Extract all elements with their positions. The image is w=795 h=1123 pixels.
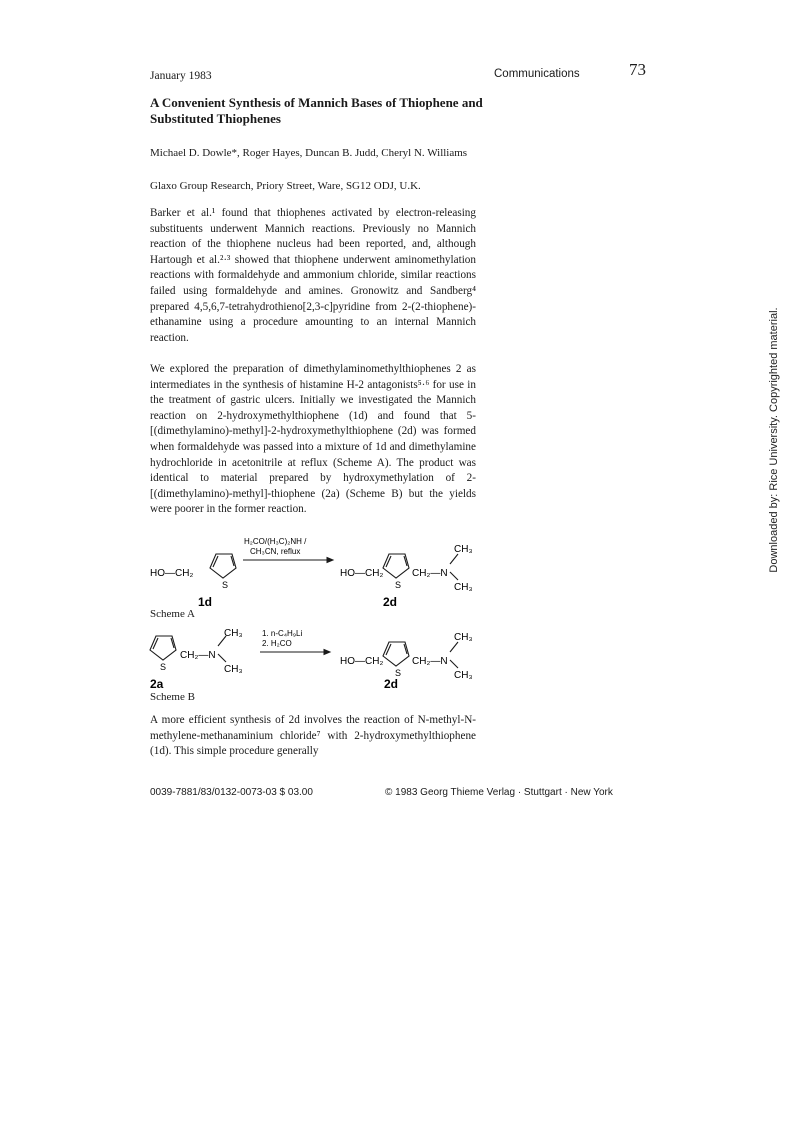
scheme-b-product-ch2n: CH₂—N: [412, 656, 448, 667]
scheme-b-caption: Scheme B: [150, 691, 195, 703]
paragraph-1: Barker et al.¹ found that thiophenes activated by electron-releasing substituents underwent Mannich reactions. Previously no Mannich reaction of the thiophene nucleus had been reported, and, although Hartough et al.²·³ showed that thiophene underwent aminomethylation reactions with formaldehyde and ammonium chloride, similar reactions failed using formaldehyde and amines. Gronowitz and Sandberg⁴ prepared 4,5,6,7-tetrahydrothieno[2,3-c]pyridine from 2-(2-thiophene)-ethanamine using a procedure amounting to an internal Mannich reaction.: [150, 207, 476, 344]
scheme-a-reagents-1: H₂CO/(H₃C)₂NH /: [244, 537, 307, 546]
scheme-a-ch3-top: CH₃: [454, 544, 473, 555]
scheme-a-reagents-2: CH₃CN, reflux: [250, 547, 301, 556]
scheme-b-label-2a: 2a: [150, 677, 164, 690]
scheme-a-label-2d: 2d: [383, 595, 398, 609]
footer-copyright: © 1983 Georg Thieme Verlag · Stuttgart · New York: [385, 787, 613, 798]
thiophene-ring-1d: [210, 554, 236, 578]
scheme-b-diagram: [140, 626, 485, 690]
download-watermark: Downloaded by: Rice University. Copyrighted material.: [768, 307, 780, 573]
article-authors: Michael D. Dowle*, Roger Hayes, Duncan B. Judd, Cheryl N. Williams: [150, 147, 468, 159]
scheme-a-s-1: S: [222, 580, 229, 590]
scheme-a-caption: Scheme A: [150, 608, 195, 620]
paragraph-2: We explored the preparation of dimethylaminomethylthiophenes 2 as intermediates in the synthesis of histamine H-2 antagonists⁵·⁶ for use in the treatment of gastric ulcers. Initially we investigated the Mannich reaction on 2-hydroxymethylthiophene (1d) and found that 5-[(dimethylamino)-methyl]-2-hydroxymethylthiophene (2d) was formed when formaldehyde was passed into a mixture of 1d and dimethylamine hydrochloride in acetonitrile at reflux (Scheme A). The product was identical to material prepared by hydroxymethylation of 2-[(dimethylamino)-methyl]-thiophene (2a) (Scheme B) but the yields were poorer in the former reaction.: [150, 363, 476, 516]
scheme-b-ch2n: CH₂—N: [180, 650, 216, 661]
page-number: 73: [629, 60, 646, 79]
scheme-b-reagents-1: 1. n-C₄H₉Li: [262, 629, 303, 638]
scheme-a-hoch2: HO—CH₂: [150, 568, 194, 579]
scheme-a-s-2: S: [395, 580, 402, 590]
article-affiliation: Glaxo Group Research, Priory Street, Ware, SG12 ODJ, U.K.: [150, 180, 421, 192]
paragraph-3: A more efficient synthesis of 2d involves the reaction of N-methyl-N-methylene-methanaminium chloride⁷ with 2-hydroxymethylthiophene (1d). This simple procedure generally: [150, 714, 476, 758]
scheme-a-ch2n: CH₂—N: [412, 568, 448, 579]
article-title: A Convenient Synthesis of Mannich Bases of Thiophene and Substituted Thiophenes: [150, 95, 483, 126]
scheme-a-product-hoch2: HO—CH₂: [340, 568, 384, 579]
scheme-b-product-ch3-top: CH₃: [454, 632, 473, 643]
scheme-b-reagents-2: 2. H₂CO: [262, 639, 292, 648]
scheme-b-s-2: S: [395, 668, 402, 678]
footer-code: 0039-7881/83/0132-0073-03 $ 03.00: [150, 787, 313, 798]
scheme-b-arrow: [260, 650, 330, 655]
scheme-b-product-hoch2: HO—CH₂: [340, 656, 384, 667]
scheme-a-diagram: [140, 534, 485, 612]
scheme-b-ch3-top: CH₃: [224, 628, 243, 639]
scheme-b-label-2d: 2d: [384, 677, 399, 690]
header-date: January 1983: [150, 70, 212, 82]
header-section: Communications: [494, 68, 580, 80]
scheme-b-ch3-bottom: CH₃: [224, 664, 243, 675]
scheme-b-s-1: S: [160, 662, 167, 672]
scheme-a-ch3-bottom: CH₃: [454, 582, 473, 593]
scheme-a-arrow: [243, 558, 333, 563]
scheme-b-product-ch3-bottom: CH₃: [454, 670, 473, 681]
scheme-a-label-1d: 1d: [198, 595, 213, 609]
